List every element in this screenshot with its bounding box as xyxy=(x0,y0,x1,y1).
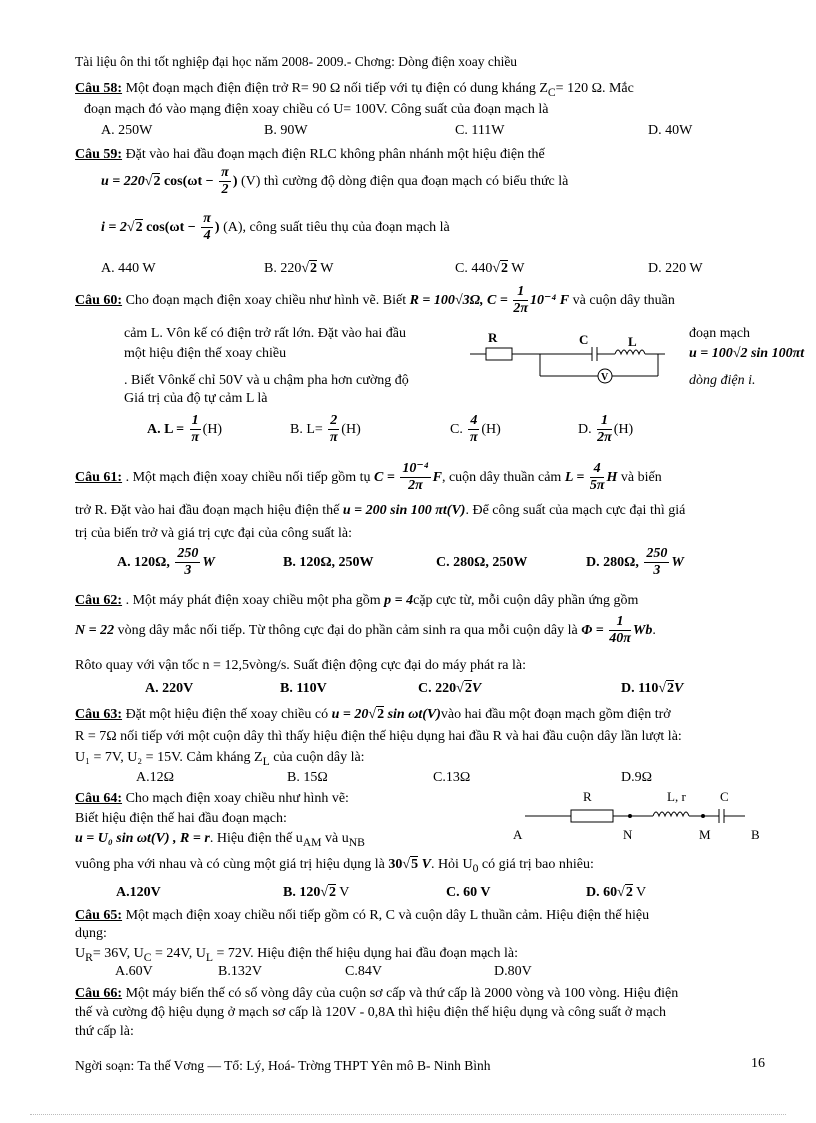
voltmeter-label: V xyxy=(601,372,609,383)
answer-c: C.84V xyxy=(345,964,382,979)
answer-b: B. 120√2 V xyxy=(283,885,350,900)
answer-d: D. 110√2V xyxy=(621,681,684,696)
question-label: Câu 59: xyxy=(75,147,123,162)
question-60-line4-right: dòng điện i. xyxy=(689,373,756,388)
answer-a: A. 120Ω, $\frac{250}{3}$ W xyxy=(117,546,215,579)
answer-c: C. 220√2V xyxy=(418,681,482,696)
question-60-line3: một hiệu điện thế xoay chiều xyxy=(124,346,287,361)
question-64-line3: u = U₀ sin ωt(V) , R = r. Hiệu điện thế $u_{AM}$ và $u_{NB}$ xyxy=(75,831,365,849)
question-60-line4: . Biết Vônkế chỉ 50V và u chậm pha hơn cường độ xyxy=(124,373,409,388)
question-59-voltage: u = 220√2 cos(ωt − $\frac{\pi}{2}$ ) (V) thì cường độ dòng điện qua đoạn mạch có biểu thức là xyxy=(101,165,569,198)
question-64: Câu 64: Cho mạch điện xoay chiều như hình vẽ: xyxy=(75,791,349,806)
question-63-line2: R = 7Ω nối tiếp với một cuộn dây thì thấy hiệu điện thế hiệu dụng hai đầu R và hai đầu cuộn dây lần lượt là: xyxy=(75,729,682,744)
question-62-line3: Rôto quay với vận tốc n = 12,5vòng/s. Suất điện động cực đại do máy phát ra là: xyxy=(75,658,526,673)
question-64-line4: vuông pha với nhau và có cùng một giá trị hiệu dụng là 30√5 V. Hỏi $U_0$ có giá trị bao nhiêu: xyxy=(75,857,594,875)
answer-d: D. 40W xyxy=(648,123,693,138)
question-label: Câu 64: xyxy=(75,791,123,806)
question-63-line3: U₁ = 7V, U₂ = 15V. Cảm kháng $Z_L$ của cuộn dây là: xyxy=(75,750,365,768)
question-label: Câu 60: xyxy=(75,293,123,308)
answer-a: A. 220V xyxy=(145,681,194,696)
resistor-label: R xyxy=(488,330,498,345)
question-label: Câu 58: xyxy=(75,81,123,96)
question-61: Câu 61: . Một mạch điện xoay chiều nối tiếp gồm tụ C = $\frac{\text{10⁻⁴}}{2\pi}$ F, cuộn dây thuần cảm L = $\frac{4}{5\pi}$ H và biến xyxy=(75,461,662,494)
question-label: Câu 62: xyxy=(75,593,123,608)
question-66: Câu 66: Một máy biến thế có số vòng dây của cuộn sơ cấp và thứ cấp là 2000 vòng và 100 vòng. Hiệu điện xyxy=(75,986,679,1001)
answer-c: C. 440√2 W xyxy=(455,261,525,276)
page-footer: Ngời soạn: Ta thế Vơng — Tổ: Lý, Hoá- Trờng THPT Yên mô B- Ninh Bình xyxy=(75,1058,491,1073)
answer-d: D. 280Ω, $\frac{250}{3}$ W xyxy=(586,546,684,579)
question-62: Câu 62: . Một máy phát điện xoay chiều một pha gồm p = 4cặp cực từ, mỗi cuộn dây phần ứng gồm xyxy=(75,593,639,608)
question-61-line2: trở R. Đặt vào hai đầu đoạn mạch hiệu điện thế u = 200 sin 100 πt(V). Để công suất của mạch cực đại thì giá xyxy=(75,503,686,518)
coil-label: L, r xyxy=(667,789,686,804)
answer-a: A.60V xyxy=(115,964,153,979)
question-65-line3: $U_R= 36V$, $U_C = 24V$, $U_L = 72V$. Hiệu điện thế hiệu dụng hai đầu đoạn mạch là: xyxy=(75,946,519,964)
question-65: Câu 65: Một mạch điện xoay chiều nối tiếp gồm có R, C và cuộn dây L thuần cảm. Hiệu điện thế hiệu xyxy=(75,908,650,923)
resistor-label: R xyxy=(583,789,592,804)
question-58: Câu 58: Một đoạn mạch điện điện trở R= 90 Ω nối tiếp với tụ điện có dung kháng $Z_C= 120$ Ω. Mắc xyxy=(75,81,634,99)
question-61-line3: trị của biến trở và giá trị cực đại của công suất là: xyxy=(75,526,352,541)
capacitor-label: C xyxy=(579,332,589,347)
question-60-voltage: u = 100√2 sin 100πt xyxy=(689,346,805,361)
question-64-line2: Biết hiệu điện thế hai đầu đoạn mạch: xyxy=(75,811,287,826)
inductor-label: L xyxy=(628,334,637,349)
question-65-line2: dụng: xyxy=(75,926,107,941)
answer-b: B. 120Ω, 250W xyxy=(283,555,374,570)
question-label: Câu 65: xyxy=(75,908,123,923)
circuit-diagram-64 xyxy=(505,785,775,845)
answer-b: B. 110V xyxy=(280,681,327,696)
node-a-label: A xyxy=(513,827,523,842)
answer-c: C.13Ω xyxy=(433,770,471,785)
answer-b: B. 220√2 W xyxy=(264,261,334,276)
question-58-line2: đoạn mạch đó vào mạng điện xoay chiều có U= 100V. Công suất của đoạn mạch là xyxy=(84,102,549,117)
question-66-line3: thứ cấp là: xyxy=(75,1024,134,1039)
answer-d: D. 60√2 V xyxy=(586,885,647,900)
answer-d: D. $\frac{1}{2\pi}$ (H) xyxy=(578,413,634,446)
question-59: Câu 59: Đặt vào hai đầu đoạn mạch điện RLC không phân nhánh một hiệu điện thế xyxy=(75,147,545,162)
answer-c: C. 280Ω, 250W xyxy=(436,555,528,570)
answer-d: D.80V xyxy=(494,964,532,979)
answer-a: A. 440 W xyxy=(101,261,156,276)
node-n-label: N xyxy=(623,827,633,842)
capacitor-label: C xyxy=(720,789,729,804)
question-label: Câu 61: xyxy=(75,470,123,485)
question-60: Câu 60: Cho đoạn mạch điện xoay chiều như hình vẽ. Biết R = 100√3Ω, C = $\frac{1}{2\pi}$ 10⁻⁴ F và cuộn dây thuần xyxy=(75,284,675,317)
answer-a: A.12Ω xyxy=(136,770,175,785)
answer-a: A. 250W xyxy=(101,123,153,138)
answer-d: D. 220 W xyxy=(648,261,703,276)
answer-b: B. L= $\frac{2}{\pi}$ (H) xyxy=(290,413,361,446)
answer-d: D.9Ω xyxy=(621,770,653,785)
question-59-current: i = 2√2 cos(ωt − $\frac{\pi}{4}$ ) (A), công suất tiêu thụ của đoạn mạch là xyxy=(101,211,450,244)
question-60-line2-right: đoạn mạch xyxy=(689,326,751,341)
question-label: Câu 63: xyxy=(75,707,123,722)
footer-divider xyxy=(30,1114,786,1115)
question-60-line5: Giá trị của độ tự cảm L là xyxy=(124,391,268,406)
question-62-line2: N = 22 vòng dây mắc nối tiếp. Từ thông cực đại do phần cảm sinh ra qua mỗi cuộn dây là Φ = $\frac{1}{40\pi}$ Wb. xyxy=(75,614,656,647)
question-63: Câu 63: Đặt một hiệu điện thế xoay chiều có u = 20√2 sin ωt(V)vào hai đầu một đoạn mạch gồm điện trở xyxy=(75,707,671,722)
question-66-line2: thế và cường độ hiệu dụng ở mạch sơ cấp là 120V - 0,8A thì hiệu điện thế hiệu dụng và công suất ở mạch xyxy=(75,1005,666,1020)
answer-a: A.120V xyxy=(116,885,161,900)
node-b-label: B xyxy=(751,827,760,842)
node-m-label: M xyxy=(699,827,711,842)
page-header: Tài liệu ôn thi tốt nghiệp đại học năm 2008- 2009.- Chơng: Dòng điện xoay chiều xyxy=(75,54,518,69)
answer-b: B. 15Ω xyxy=(287,770,328,785)
answer-b: B. 90W xyxy=(264,123,308,138)
answer-c: C. 60 V xyxy=(446,885,491,900)
page-number: 16 xyxy=(751,1056,765,1071)
answer-c: C. $\frac{4}{\pi}$ (H) xyxy=(450,413,501,446)
answer-c: C. 111W xyxy=(455,123,505,138)
question-label: Câu 66: xyxy=(75,986,123,1001)
circuit-diagram-60 xyxy=(470,328,685,388)
answer-b: B.132V xyxy=(218,964,262,979)
question-60-line2: cảm L. Vôn kế có điện trở rất lớn. Đặt vào hai đầu xyxy=(124,326,407,341)
answer-a: A. L = $\frac{1}{\pi}$ (H) xyxy=(147,413,223,446)
